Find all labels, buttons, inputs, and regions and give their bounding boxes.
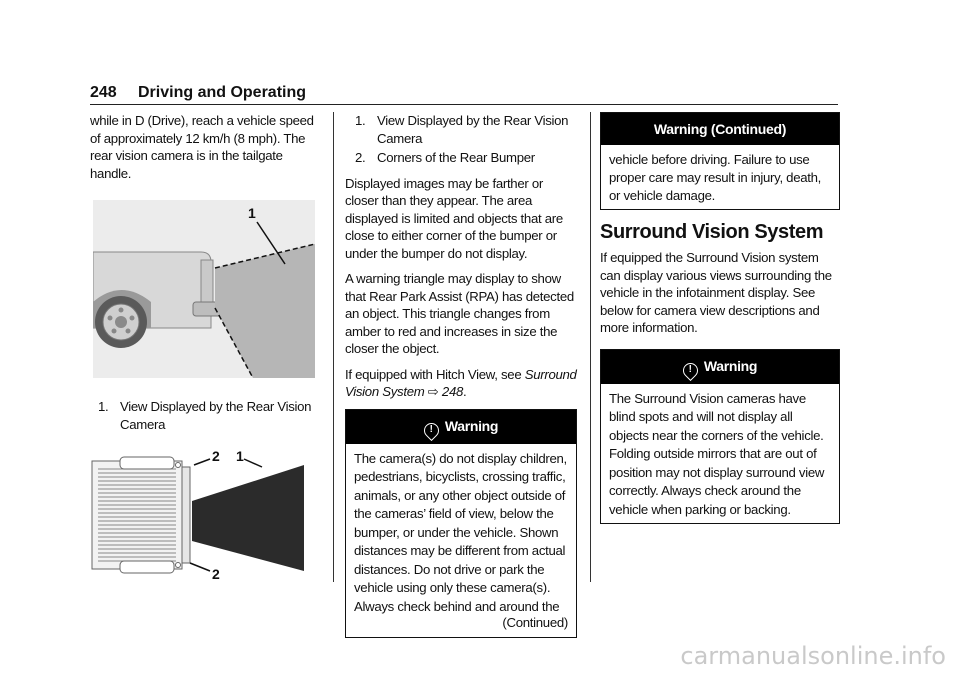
warning-body — [346, 444, 576, 637]
page-header — [90, 82, 838, 105]
warning-header — [346, 410, 576, 444]
warning-header-surround — [601, 350, 839, 384]
rear-camera-figure-top — [90, 447, 320, 587]
warning-icon: ! — [421, 419, 442, 440]
figure2-callout-1: 1 — [236, 448, 244, 464]
warning-title: Warning — [444, 417, 499, 434]
paragraph-displayed-images: Displayed images may be farther or closer than they appear. The area displayed is limited and objects that are close to either corner of the bumper or under the bumper do not display. — [345, 175, 563, 261]
surround-vision-paragraph: If equipped the Surround Vision system can display various views surrounding the vehicle in the infotainment display. See below for camera view descriptions and more information. — [600, 250, 832, 335]
warning-box-surround — [600, 349, 840, 525]
page-ref-arrow-icon: ⇨ — [427, 384, 439, 399]
caption-number: 1. — [98, 399, 109, 414]
column-1 — [90, 112, 320, 587]
warning-text-surround: The Surround Vision cameras have blind spots and will not display all objects near the corners of the vehicle. Folding outside mirrors that are out of position may not display surround view correctly. Always check around the vehicle when parking or backing. — [609, 390, 825, 517]
paragraph-warning-triangle: A warning triangle may display to show that Rear Park Assist (RPA) has detected an object. This triangle changes from amber to red and increases in size the closer the object. — [345, 271, 574, 356]
caption-text: View Displayed by the Rear Vision Camera — [120, 399, 312, 432]
warning-box-continued — [600, 112, 840, 210]
legend-num-2: 2. — [355, 150, 366, 165]
truck-side-illustration — [93, 200, 315, 378]
bumper-top-illustration — [90, 447, 320, 587]
warning-box-camera — [345, 409, 577, 638]
legend-text-1: View Displayed by the Rear Vision Camera — [377, 113, 569, 146]
legend-num-1: 1. — [355, 113, 366, 128]
figure2-callout-2-top: 2 — [212, 448, 220, 464]
column-3 — [600, 112, 840, 524]
surround-vision-heading: Surround Vision System — [600, 220, 824, 243]
rear-camera-figure-side — [93, 200, 315, 378]
page-number: 248 — [90, 84, 117, 101]
surround-vision-link[interactable]: Surround Vision System — [345, 366, 577, 399]
warning-continued-title: Warning (Continued) — [601, 113, 839, 145]
warning-text: The camera(s) do not display children, pedestrians, bicyclists, crossing traffic, animals, or any other object outside of the cameras’ field of view, below the bumper, or under the vehicle. Shown distances may be different from actual distances. Do not drive or park the vehicle using only these camera(s). Always check behind and around the — [354, 450, 567, 614]
warning-continued-text: vehicle before driving. Failure to use proper care may result in injury, death, or vehicle damage. — [609, 151, 822, 203]
warning-icon: ! — [680, 359, 701, 380]
figure2-callout-2-bottom: 2 — [212, 566, 220, 582]
warning-title-surround: Warning — [703, 357, 758, 374]
column-divider-2 — [590, 112, 591, 582]
legend-item-1 — [345, 112, 577, 147]
continued-label: (Continued) — [502, 615, 568, 630]
column-2 — [345, 112, 577, 638]
paragraph-hitch-view — [345, 366, 577, 401]
watermark: carmanualsonline.info — [680, 642, 946, 670]
intro-paragraph: while in D (Drive), reach a vehicle speed of approximately 12 km/h (8 mph). The rear vision camera is in the tailgate handle. — [90, 113, 314, 181]
legend-text-2: Corners of the Rear Bumper — [377, 150, 535, 165]
page-ref-number[interactable]: 248 — [441, 384, 464, 399]
section-title: Driving and Operating — [138, 84, 307, 101]
hitch-view-suffix: . — [463, 384, 467, 399]
legend-item-2 — [345, 149, 577, 167]
figure1-callout-1: 1 — [248, 205, 256, 221]
figure1-caption — [90, 398, 320, 433]
hitch-view-prefix: If equipped with Hitch View, see — [345, 366, 522, 382]
column-divider-1 — [333, 112, 334, 582]
